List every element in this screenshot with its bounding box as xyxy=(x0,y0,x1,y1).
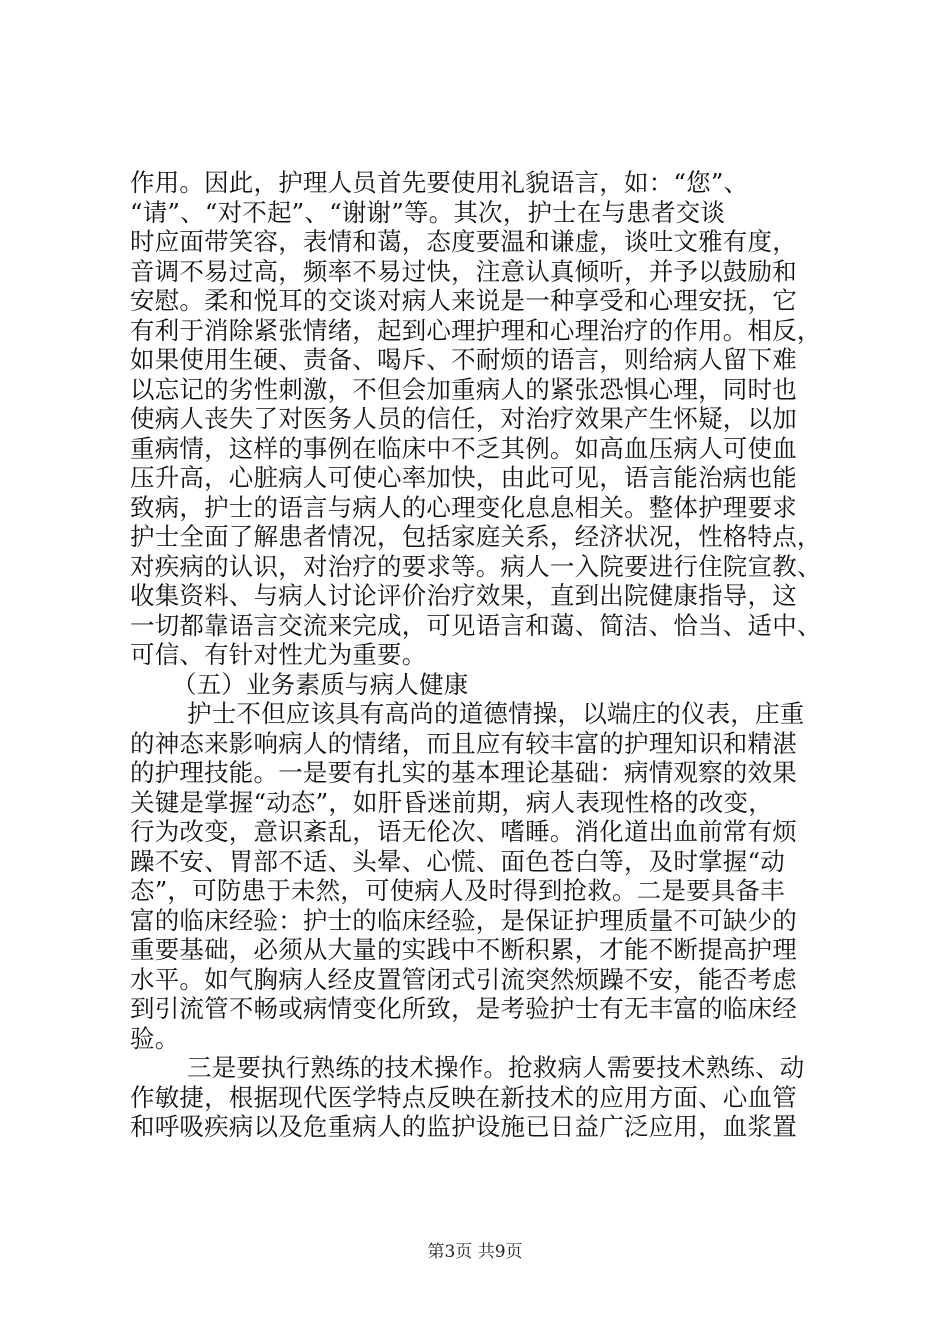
body-line-8: 以忘记的劣性刺激，不但会加重病人的紧张恐惧心理，同时也 xyxy=(130,374,797,404)
body-line-23: 行为改变，意识紊乱，语无伦次、嗜睡。消化道出血前常有烦 xyxy=(130,817,797,846)
body-line-31: 三是要执行熟练的技术操作。抢救病人需要技术熟练、动 xyxy=(187,1053,805,1082)
body-line-32: 作敏捷，根据现代医学特点反映在新技术的应用方面、心血管 xyxy=(130,1082,797,1112)
section-heading: （五）业务素质与病人健康 xyxy=(172,669,469,699)
body-line-28: 水平。如气胸病人经皮置管闭式引流突然烦躁不安，能否考虑 xyxy=(130,964,797,994)
body-line-15: 收集资料、与病人讨论评价治疗效果，直到出院健康指导，这 xyxy=(130,581,797,610)
body-line-17: 可信、有针对性尤为重要。 xyxy=(130,640,427,669)
body-line-14: 对疾病的认识，对治疗的要求等。病人一入院要进行住院宣教、 xyxy=(130,551,822,581)
body-line-20: 的神态来影响病人的情绪，而且应有较丰富的护理知识和精湛 xyxy=(130,728,797,758)
page-number-footer: 第3页 共9页 xyxy=(427,1242,523,1262)
body-line-5: 安慰。柔和悦耳的交谈对病人来说是一种享受和心理安抚，它 xyxy=(130,286,797,315)
body-line-16: 一切都靠语言交流来完成，可见语言和蔼、简洁、恰当、适中、 xyxy=(130,610,822,640)
body-line-10: 重病情，这样的事例在临床中不乏其例。如高血压病人可使血 xyxy=(130,433,797,463)
body-line-27: 重要基础，必须从大量的实践中不断积累，才能不断提高护理 xyxy=(130,935,797,964)
body-line-9: 使病人丧失了对医务人员的信任，对治疗效果产生怀疑，以加 xyxy=(130,404,797,433)
body-line-22: 关键是掌握“动态”，如肝昏迷前期，病人表现性格的改变， xyxy=(130,787,773,817)
body-line-26: 富的临床经验：护士的临床经验，是保证护理质量不可缺少的 xyxy=(130,905,797,935)
body-line-33: 和呼吸疾病以及危重病人的监护设施已日益广泛应用，血浆置 xyxy=(130,1112,797,1141)
body-line-2: “请”、“对不起”、“谢谢”等。其次，护士在与患者交谈 xyxy=(130,197,726,227)
body-line-11: 压升高，心脏病人可使心率加快，由此可见，语言能治病也能 xyxy=(130,463,797,492)
body-line-4: 音调不易过高，频率不易过快，注意认真倾听，并予以鼓励和 xyxy=(130,256,797,286)
body-line-24: 躁不安、胃部不适、头晕、心慌、面色苍白等，及时掌握“动 xyxy=(130,846,785,876)
body-line-7: 如果使用生硬、责备、喝斥、不耐烦的语言，则给病人留下难 xyxy=(130,345,797,374)
body-line-13: 护士全面了解患者情况，包括家庭关系，经济状况，性格特点， xyxy=(130,522,822,551)
body-line-25: 态”，可防患于未然，可使病人及时得到抢救。二是要具备丰 xyxy=(130,876,785,905)
body-line-6: 有利于消除紧张情绪，起到心理护理和心理治疗的作用。相反， xyxy=(130,315,822,345)
body-line-3: 时应面带笑容，表情和蔼，态度要温和谦虚，谈吐文雅有度， xyxy=(130,227,797,256)
body-line-21: 的护理技能。一是要有扎实的基本理论基础：病情观察的效果 xyxy=(130,758,797,787)
body-line-29: 到引流管不畅或病情变化所致，是考验护士有无丰富的临床经 xyxy=(130,994,797,1023)
body-line-30: 验。 xyxy=(130,1023,180,1053)
body-line-19: 护士不但应该具有高尚的道德情操，以端庄的仪表，庄重 xyxy=(187,699,805,728)
body-line-12: 致病，护士的语言与病人的心理变化息息相关。整体护理要求 xyxy=(130,492,797,522)
body-line-1: 作用。因此，护理人员首先要使用礼貌语言，如：“您”、 xyxy=(130,168,749,197)
